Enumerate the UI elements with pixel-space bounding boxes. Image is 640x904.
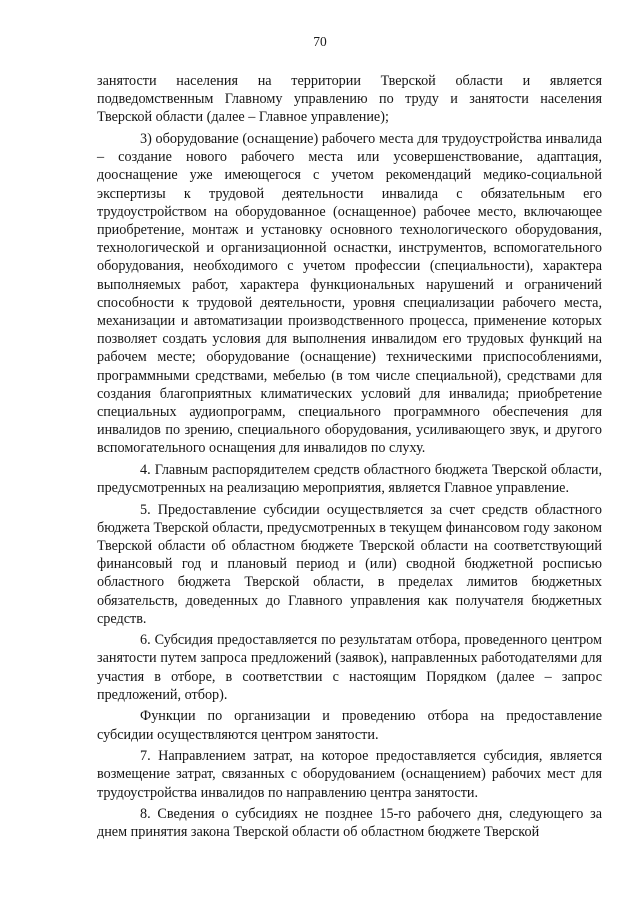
paragraph-8-subsidy-info: 8. Сведения о субсидиях не позднее 15-го рабочего дня, следующего за днем принятия закона Тверской области об областном бюджете Тверской [97, 806, 602, 841]
paragraph-7-cost-direction: 7. Направлением затрат, на которое предоставляется субсидия, является возмещение затрат, связанных с оборудованием (оснащением) рабочих мест для трудоустройства инвалидов по направлению центра занятости. [97, 748, 602, 801]
paragraph-6-selection: 6. Субсидия предоставляется по результатам отбора, проведенного центром занятости путем запроса предложений (заявок), направленных работодателями для участия в отборе, в соответствии с настоящим Порядком (далее – запрос предложений, отбор). [97, 632, 602, 703]
page-number: 70 [313, 34, 327, 49]
paragraph-continuation: занятости населения на территории Тверской области и является подведомственным Главному управлению по труду и занятости населения Тверской области (далее – Главное управление); [97, 73, 602, 126]
paragraph-selection-functions: Функции по организации и проведению отбора на предоставление субсидии осуществляются центром занятости. [97, 708, 602, 743]
paragraph-5-subsidy-funding: 5. Предоставление субсидии осуществляется за счет средств областного бюджета Тверской области, предусмотренных в текущем финансовом году законом Тверской области об областном бюджете Тверской области на соответствующий финансовый год и плановый период и (или) сводной бюджетной росписью областного бюджета Тверской области, в пределах лимитов бюджетных обязательств, доведенных до Главного управления как получателя бюджетных средств. [97, 501, 602, 627]
paragraph-4-main-manager: 4. Главным распорядителем средств областного бюджета Тверской области, предусмотренных на реализацию мероприятия, является Главное управление. [97, 461, 602, 497]
document-body [97, 72, 602, 845]
paragraph-item-3-equipment: 3) оборудование (оснащение) рабочего места для трудоустройства инвалида – создание нового рабочего места или усовершенствование, адаптация, дооснащение уже имеющегося с учетом рекомендаций медико-социальной экспертизы к трудовой деятельности инвалида с обязательным его трудоустройством на оборудованное (оснащенное) рабочее место, включающее приобретение, монтаж и установку основного технологического оборудования, технологической и организационной оснастки, инструментов, вспомогательного оборудования, необходимого с учетом профессии (специальности), характера выполняемых работ, характера функциональных нарушений и ограничений способности к трудовой деятельности, уровня специализации рабочего места, механизации и автоматизации производственного процесса, применение которых позволяет создать условия для выполнения инвалидом его трудовых функций на рабочем месте; оборудование (оснащение) техническими приспособлениями, программными средствами, мебелью (в том числе специальной), средствами для создания благоприятных климатических условий для инвалида; приобретение специальных аудиопрограмм, специального программного обеспечения для инвалидов по зрению, специального оборудования, усиливающего звук, и другого вспомогательного оснащения для инвалидов по слуху. [97, 130, 602, 457]
